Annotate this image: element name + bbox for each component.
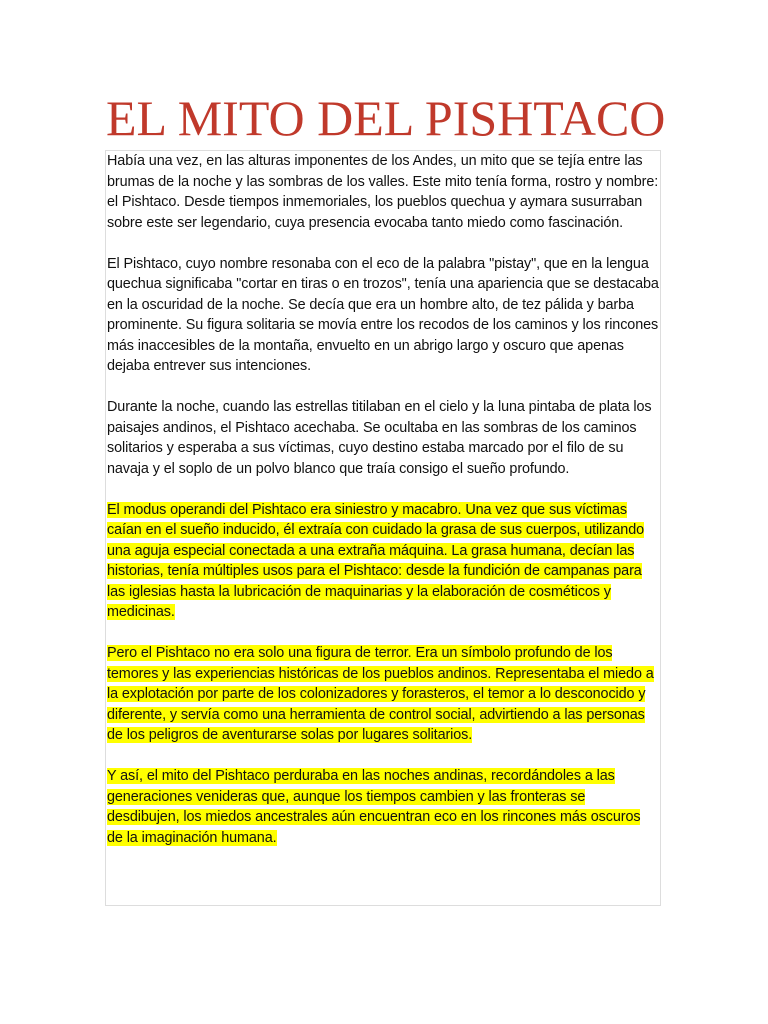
paragraph-5-highlighted	[107, 643, 660, 746]
text-box	[105, 150, 661, 906]
paragraph-1	[107, 151, 660, 233]
paragraph-4-highlighted	[107, 500, 660, 623]
paragraph-4-text: El modus operandi del Pishtaco era siniestro y macabro. Una vez que sus víctimas caían en el sueño inducido, él extraía con cuidado la grasa de sus cuerpos, utilizando una aguja especial conectada a una extraña máquina. La grasa humana, decían las historias, tenía múltiples usos para el Pishtaco: desde la fundición de campanas para las iglesias hasta la lubricación de maquinarias y la elaboración de cosméticos y medicinas.	[107, 501, 645, 620]
paragraph-3	[107, 397, 660, 479]
paragraph-3-text: Durante la noche, cuando las estrellas titilaban en el cielo y la luna pintaba de plata los paisajes andinos, el Pishtaco acechaba. Se ocultaba en las sombras de los caminos solitarios y esperaba a sus víctimas, cuyo destino estaba marcado por el filo de su navaja y el soplo de un polvo blanco que traía consigo el sueño profundo.	[107, 399, 652, 477]
paragraph-5-text: Pero el Pishtaco no era solo una figura de terror. Era un símbolo profundo de los temores y las experiencias históricas de los pueblos andinos. Representaba el miedo a la explotación por parte de los colonizadores y forasteros, el temor a lo desconocido y diferente, y servía como una herramienta de control social, advirtiendo a las personas de los peligros de aventurarse solas por lugares solitarios.	[107, 645, 654, 743]
paragraph-1-text: Había una vez, en las alturas imponentes de los Andes, un mito que se tejía entre las brumas de la noche y las sombras de los valles. Este mito tenía forma, rostro y nombre: el Pishtaco. Desde tiempos inmemoriales, los pueblos quechua y aymara susurraban sobre este ser legendario, cuya presencia evocaba tanto miedo como fascinación.	[107, 153, 659, 231]
document-title: EL MITO DEL PISHTACO	[106, 90, 666, 146]
paragraph-6-text: Y así, el mito del Pishtaco perduraba en las noches andinas, recordándoles a las generaciones venideras que, aunque los tiempos cambien y las fronteras se desdibujen, los miedos ancestrales aún encuentran eco en los rincones más oscuros de la imaginación humana.	[107, 768, 641, 846]
paragraph-2	[107, 254, 660, 377]
paragraph-2-text: El Pishtaco, cuyo nombre resonaba con el eco de la palabra "pistay", que en la lengua quechua significaba "cortar en tiras o en trozos", tenía una apariencia que se destacaba en la oscuridad de la noche. Se decía que era un hombre alto, de tez pálida y barba prominente. Su figura solitaria se movía entre los recodos de los caminos y los rincones más inaccesibles de la montaña, envuelto en un abrigo largo y oscuro que apenas dejaba entrever sus intenciones.	[107, 255, 659, 374]
paragraph-6-highlighted	[107, 766, 660, 848]
